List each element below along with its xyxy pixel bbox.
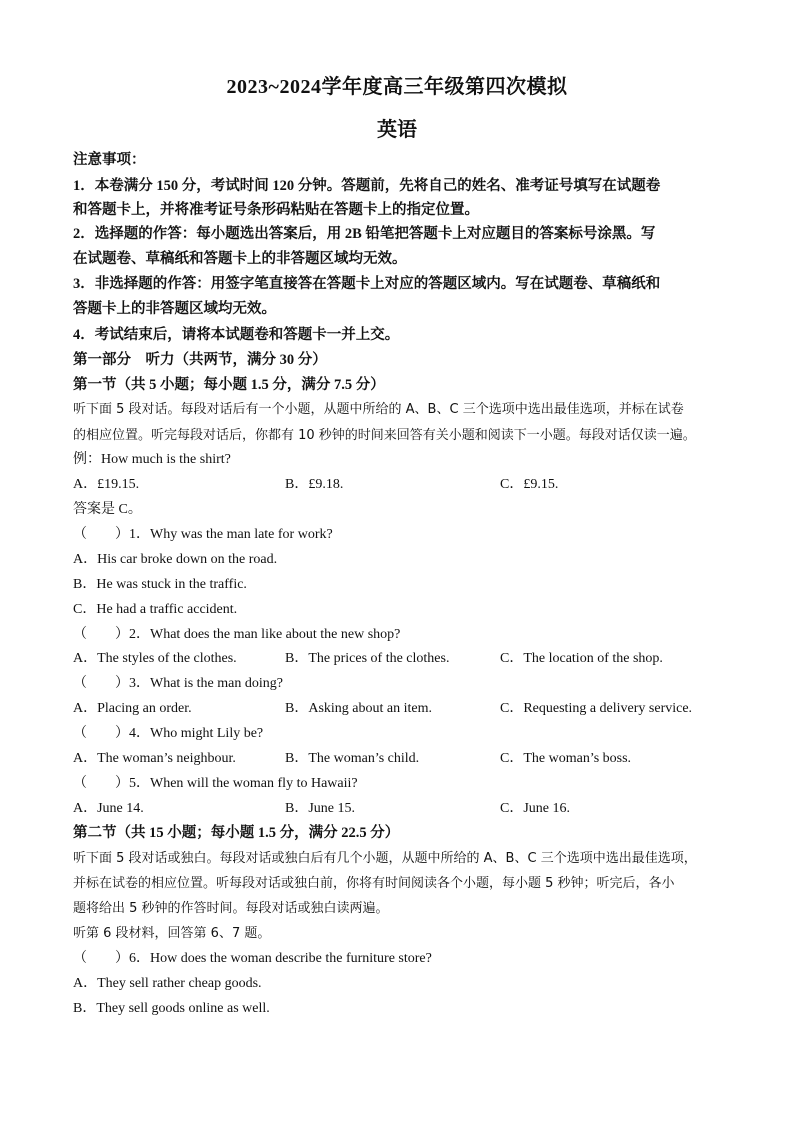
option-b: B．He was stuck in the traffic. <box>73 577 247 592</box>
section1-heading: 第一节（共 5 小题；每小题 1.5 分，满分 7.5 分） <box>73 377 385 393</box>
option-a: A．Placing an order. <box>73 701 192 716</box>
option-c: C．The location of the shop. <box>500 651 663 666</box>
question-stem: （ ）4．Who might Lily be? <box>73 726 264 741</box>
option-b: B．The woman’s child. <box>285 751 420 766</box>
option-b: B．Asking about an item. <box>285 701 432 716</box>
notice-line: 和答题卡上，并将准考证号条形码粘贴在答题卡上的指定位置。 <box>73 202 479 218</box>
question-stem: （ ）6．How does the woman describe the furniture store? <box>73 951 432 966</box>
option-b: B．The prices of the clothes. <box>285 651 450 666</box>
section2-instructions: 题将给出 5 秒钟的作答时间。每段对话或独白读两遍。 <box>73 901 389 916</box>
option-a: A．The styles of the clothes. <box>73 651 237 666</box>
option-c: C．June 16. <box>500 801 570 816</box>
section2-heading: 第二节（共 15 小题；每小题 1.5 分，满分 22.5 分） <box>73 825 400 841</box>
notice-heading: 注意事项： <box>73 152 146 168</box>
option-a: A．They sell rather cheap goods. <box>73 976 262 991</box>
option-a: A．June 14. <box>73 801 144 816</box>
section2-instructions: 听下面 5 段对话或独白。每段对话或独白后有几个小题，从题中所给的 A、B、C 三个选项中选出最佳选项， <box>73 851 697 866</box>
option-a: A．His car broke down on the road. <box>73 552 278 567</box>
notice-line: 3．非选择题的作答：用签字笔直接答在答题卡上对应的答题区域内。写在试题卷、草稿纸和 <box>73 276 661 292</box>
question-stem: （ ）5．When will the woman fly to Hawaii? <box>73 776 358 791</box>
example-option-c: C．£9.15. <box>500 477 559 492</box>
section1-instructions: 听下面 5 段对话。每段对话后有一个小题，从题中所给的 A、B、C 三个选项中选出最佳选项，并标在试卷 <box>73 402 684 417</box>
part1-heading: 第一部分 听力（共两节，满分 30 分） <box>73 352 327 368</box>
option-c: C．He had a traffic accident. <box>73 602 238 617</box>
question-stem: （ ）3．What is the man doing? <box>73 676 283 691</box>
section2-instructions: 并标在试卷的相应位置。听每段对话或独白前，你将有时间阅读各个小题，每小题 5 秒钟；听完后，各小 <box>73 876 675 891</box>
notice-line: 1．本卷满分 150 分，考试时间 120 分钟。答题前，先将自己的姓名、准考证号填写在试题卷 <box>73 178 661 194</box>
notice-line: 答题卡上的非答题区域均无效。 <box>73 301 276 317</box>
material-note: 听第 6 段材料，回答第 6、7 题。 <box>73 926 271 941</box>
question-stem: （ ）2．What does the man like about the new shop? <box>73 627 401 642</box>
option-a: A．The woman’s neighbour. <box>73 751 236 766</box>
example-option-a: A．£19.15. <box>73 477 140 492</box>
example-question: 例：How much is the shirt? <box>73 452 231 467</box>
notice-line: 在试题卷、草稿纸和答题卡上的非答题区域均无效。 <box>73 251 407 267</box>
notice-line: 4．考试结束后，请将本试题卷和答题卡一并上交。 <box>73 327 400 343</box>
exam-subject: 英语 <box>377 119 417 141</box>
option-c: C．Requesting a delivery service. <box>500 701 693 716</box>
example-answer: 答案是 C。 <box>73 502 142 517</box>
section1-instructions: 的相应位置。听完每段对话后，你都有 10 秒钟的时间来回答有关小题和阅读下一小题。每段对话仅读一遍。 <box>73 428 696 443</box>
option-c: C．The woman’s boss. <box>500 751 632 766</box>
question-stem: （ ）1．Why was the man late for work? <box>73 527 333 542</box>
option-b: B．They sell goods online as well. <box>73 1001 270 1016</box>
option-b: B．June 15. <box>285 801 355 816</box>
exam-title: 2023~2024学年度高三年级第四次模拟 <box>226 76 568 98</box>
notice-line: 2．选择题的作答：每小题选出答案后，用 2B 铅笔把答题卡上对应题目的答案标号涂黑。写 <box>73 226 656 242</box>
example-option-b: B．£9.18. <box>285 477 344 492</box>
